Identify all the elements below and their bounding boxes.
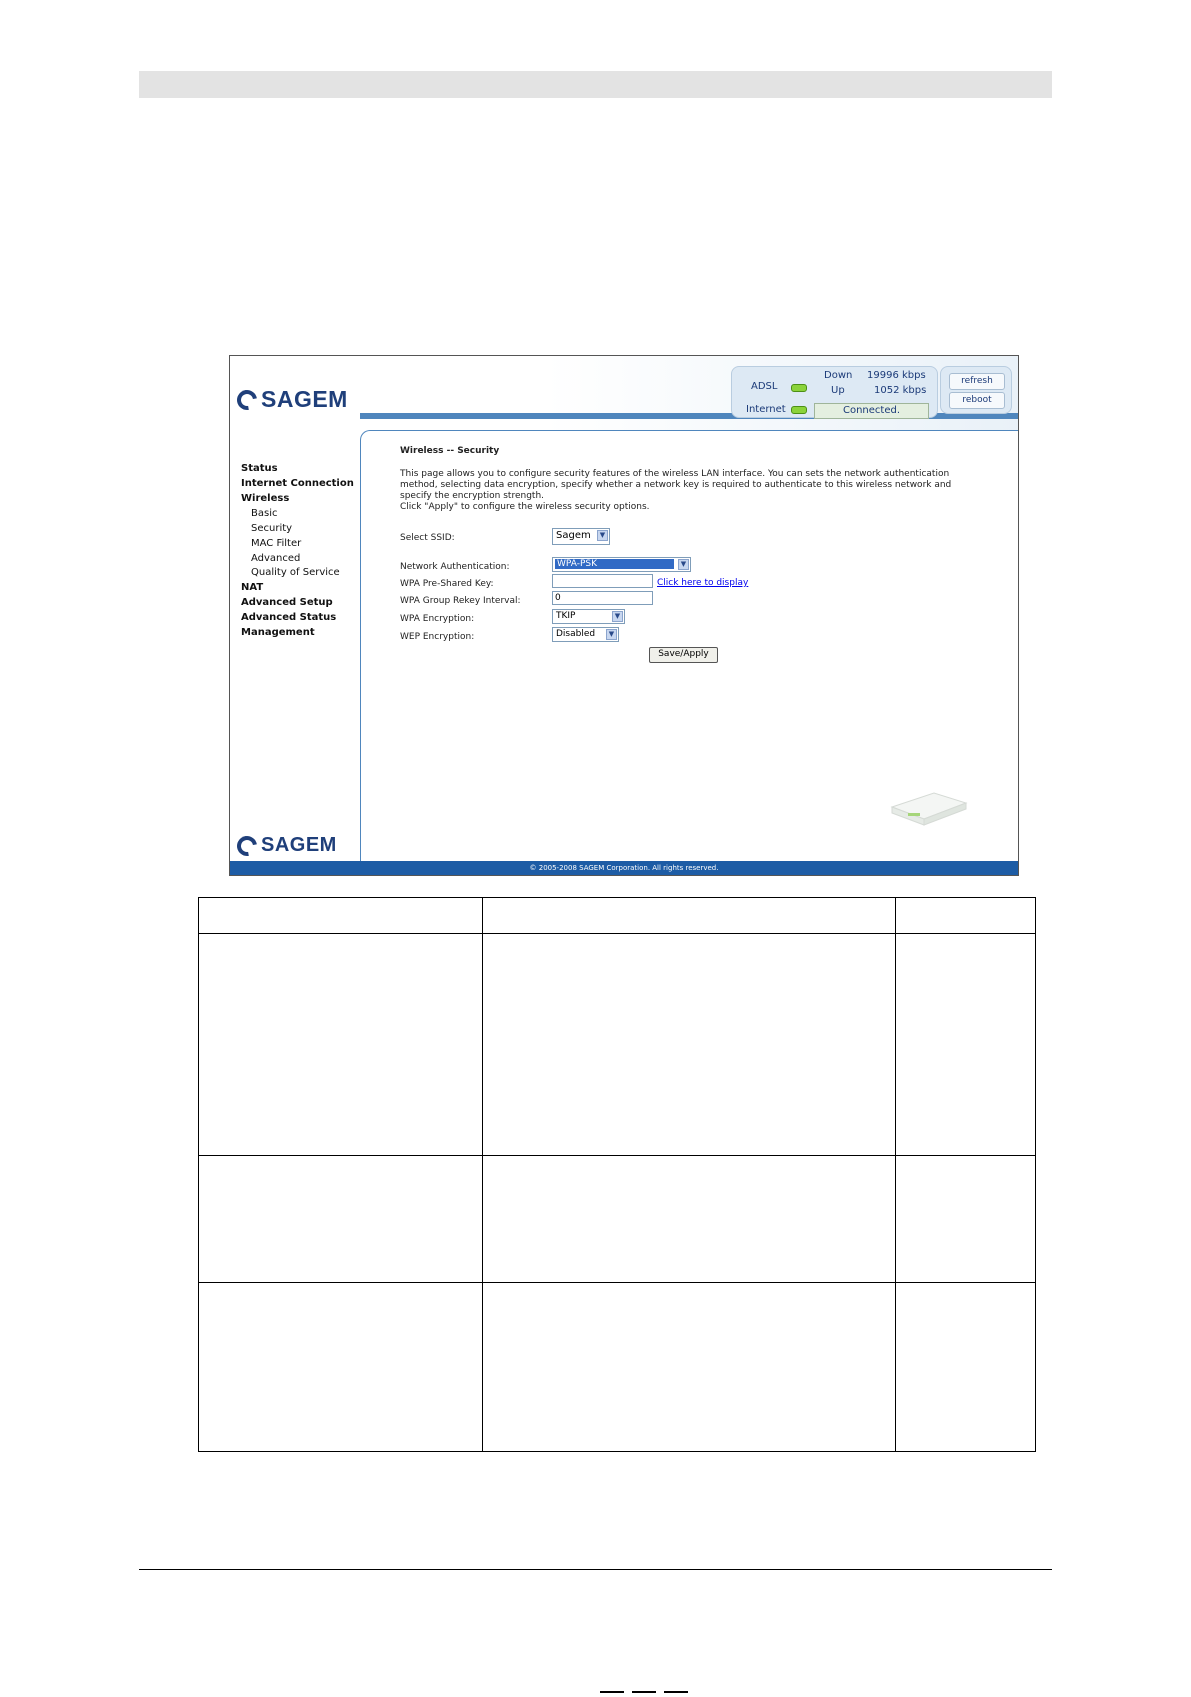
parameter-table [198, 897, 1036, 1452]
up-label: Up [831, 385, 845, 396]
psk-label: WPA Pre-Shared Key: [400, 579, 494, 589]
footer-mark [632, 1691, 656, 1693]
nav-wireless-basic[interactable]: Basic [251, 508, 278, 519]
network-auth-label: Network Authentication: [400, 562, 510, 572]
copyright-footer: © 2005-2008 SAGEM Corporation. All rights reserved. [230, 861, 1018, 875]
nav-wireless-mac-filter[interactable]: MAC Filter [251, 538, 302, 549]
connection-state: Connected. [814, 403, 929, 419]
network-auth-value: WPA-PSK [555, 559, 674, 569]
table-cell [896, 898, 1036, 934]
reboot-button[interactable]: reboot [949, 392, 1005, 409]
table-cell [896, 934, 1036, 1156]
table-cell [483, 934, 896, 1156]
sagem-swirl-icon [233, 386, 261, 414]
refresh-button[interactable]: refresh [949, 373, 1005, 390]
description-line: method, selecting data encryption, specify whether a network key is required to authenticate to this wireless network and [400, 480, 952, 490]
brand-name: SAGEM [261, 834, 337, 856]
document-header-bar [139, 71, 1052, 98]
adsl-label: ADSL [751, 381, 778, 392]
down-rate: 19996 kbps [867, 370, 926, 381]
chevron-down-icon: ▼ [678, 559, 689, 570]
sagem-logo-footer [237, 834, 337, 857]
save-apply-button[interactable]: Save/Apply [649, 647, 718, 663]
wpa-encryption-value: TKIP [556, 611, 576, 621]
adsl-led-icon [791, 384, 807, 392]
internet-led-icon [791, 406, 807, 414]
ssid-label: Select SSID: [400, 533, 455, 543]
table-cell [199, 1283, 483, 1452]
network-auth-select[interactable] [552, 557, 691, 572]
wpa-encryption-label: WPA Encryption: [400, 614, 475, 624]
nav-advanced-status[interactable]: Advanced Status [241, 612, 337, 623]
router-screenshot [229, 355, 1019, 876]
table-cell [199, 1156, 483, 1283]
table-cell [483, 1156, 896, 1283]
action-buttons-panel [940, 366, 1012, 414]
wpa-encryption-select[interactable] [552, 609, 625, 624]
ssid-value: Sagem [556, 530, 591, 541]
description-line: This page allows you to configure security features of the wireless LAN interface. You can sets the network authentication [400, 469, 950, 479]
table-row [199, 1156, 1036, 1283]
description-line: specify the encryption strength. [400, 491, 545, 501]
router-device-image [888, 789, 968, 827]
down-label: Down [824, 370, 853, 381]
table-cell [199, 934, 483, 1156]
footer-mark [664, 1691, 688, 1693]
internet-label: Internet [746, 404, 786, 415]
table-cell [483, 898, 896, 934]
table-row [199, 1283, 1036, 1452]
show-key-link[interactable]: Click here to display [657, 578, 749, 588]
page-description [400, 469, 970, 513]
page-footer-marks [600, 1678, 750, 1685]
chevron-down-icon: ▼ [606, 629, 617, 640]
nav-status[interactable]: Status [241, 463, 278, 474]
nav-advanced-setup[interactable]: Advanced Setup [241, 597, 333, 608]
wep-encryption-select[interactable] [552, 627, 619, 642]
table-row [199, 934, 1036, 1156]
wep-encryption-label: WEP Encryption: [400, 632, 475, 642]
footer-mark [600, 1691, 624, 1693]
sagem-logo [237, 386, 348, 413]
ssid-select[interactable] [552, 528, 610, 545]
chevron-down-icon: ▼ [612, 611, 623, 622]
description-line: Click "Apply" to configure the wireless security options. [400, 502, 650, 512]
wep-encryption-value: Disabled [556, 629, 596, 639]
table-cell [896, 1156, 1036, 1283]
nav-wireless-security[interactable]: Security [251, 523, 293, 534]
nav-nat[interactable]: NAT [241, 582, 264, 593]
sagem-swirl-icon [233, 832, 261, 860]
page-title: Wireless -- Security [400, 446, 500, 456]
nav-management[interactable]: Management [241, 627, 315, 638]
table-cell [896, 1283, 1036, 1452]
table-cell [483, 1283, 896, 1452]
footer-rule [139, 1569, 1052, 1570]
nav-wireless-qos[interactable]: Quality of Service [251, 567, 340, 578]
chevron-down-icon: ▼ [597, 530, 608, 541]
table-row [199, 898, 1036, 934]
nav-internet-connection[interactable]: Internet Connection [241, 478, 354, 489]
nav-wireless-advanced[interactable]: Advanced [251, 553, 301, 564]
rekey-label: WPA Group Rekey Interval: [400, 596, 521, 606]
up-rate: 1052 kbps [874, 385, 927, 396]
nav-wireless[interactable]: Wireless [241, 493, 290, 504]
rekey-interval-input[interactable]: 0 [552, 591, 653, 605]
psk-input[interactable] [552, 574, 653, 588]
table-cell [199, 898, 483, 934]
brand-name: SAGEM [261, 386, 348, 412]
